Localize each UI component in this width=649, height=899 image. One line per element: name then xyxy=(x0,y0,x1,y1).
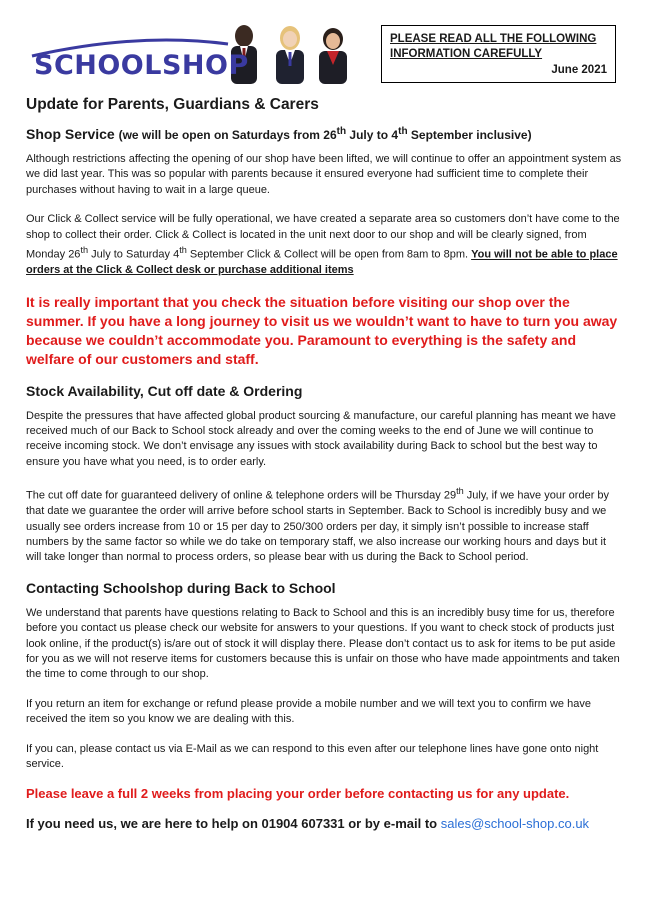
schoolshop-logo xyxy=(28,22,358,84)
summer-warning: It is really important that you check the situation before visiting our shop over the summer. If you have a long journey to visit us we wouldn’t want to have to turn you away because we couldn’t accommodate you. Paramount to everything is the safety and welfare of our customers and staff. xyxy=(26,293,618,367)
shop-service-note: (we will be open on Saturdays from 26th July to 4th September inclusive) xyxy=(118,126,532,142)
logo-text: SCHOOLSHOP xyxy=(34,50,249,81)
stock-paragraph-1: Despite the pressures that have affected global product sourcing & manufacture, our careful planning has meant we have received much of our Back to School stock already and over the coming weeks to the end of June we will continue to receive incoming stock. We don’t envisage any issues with stock availability during Back to school but the best way to ensure you have what you need, is to order early. xyxy=(26,409,616,468)
stock-paragraph-2: The cut off date for guaranteed delivery of online & telephone orders will be Thursday 29th July, if we have your order by that date we guarantee the order will arrive before school starts in September. Back to School is incredibly busy and we usually see orders increase from 10 or 15 per day to 250/300 orders per day, it simply isn’t possible to increase staff numbers by the same factor so while we do take on temporary staff, we also increase our working hours and days but it will take longer than normal to process orders, so please bear with us during the Back to School period. xyxy=(26,486,610,564)
contacting-heading: Contacting Schoolshop during Back to School xyxy=(26,579,336,596)
notice-title: PLEASE READ ALL THE FOLLOWING INFORMATION CAREFULLY xyxy=(390,33,597,60)
shop-service-title: Shop Service xyxy=(26,126,115,142)
document-body xyxy=(26,96,622,831)
update-warning: Please leave a full 2 weeks from placing your order before contacting us for any update. xyxy=(26,786,570,802)
contact-line xyxy=(26,816,622,831)
contacting-paragraph-2: If you return an item for exchange or refund please provide a mobile number and we will text you to confirm we have received the item so you know we are dealing with this. xyxy=(26,697,591,726)
notice-box xyxy=(381,25,616,83)
contact-text: If you need us, we are here to help on 01904 607331 or by e-mail to xyxy=(26,815,441,831)
shop-service-paragraph-2: Our Click & Collect service will be fully operational, we have created a separate area so customers don’t have come to the shop to collect their order. Click & Collect is located in the unit next door to our shop and will be clearly signed, from Monday 26th July to Saturday 4th September Click & Collect will be open from 8am to 8pm. You will not be able to place orders at the Click & Collect desk or purchase additional items xyxy=(26,213,620,277)
page-title: Update for Parents, Guardians & Carers xyxy=(26,96,319,113)
shop-service-heading xyxy=(26,126,622,142)
click-collect-notice: You will not be able to place orders at the Click & Collect desk or purchase additional items xyxy=(26,248,618,277)
notice-date: June 2021 xyxy=(551,64,607,76)
stock-heading: Stock Availability, Cut off date & Ordering xyxy=(26,382,303,399)
contacting-paragraph-3: If you can, please contact us via E-Mail as we can respond to this even after our telephone lines have gone onto night service. xyxy=(26,742,599,771)
contact-email-link[interactable]: sales@school-shop.co.uk xyxy=(440,815,590,831)
contacting-paragraph-1: We understand that parents have questions relating to Back to School and this is an incredibly busy time for us, therefore before you contact us please check our website for answers to your questions. If you want to check stock of products just look online, if the product(s) is/are out of stock it will display there. Please don’t contact us to ask for items to be put aside for you as we will not reserve items for customers because this is unfair on those who have made appointments and taken the time to come through to our shop. xyxy=(26,606,620,681)
shop-service-paragraph-1: Although restrictions affecting the opening of our shop have been lifted, we will continue to offer an appointment system as we did last year. This was so popular with parents because it ensured everyone had sufficient time to complete their purchases without having to wait in a large queue. xyxy=(26,153,622,196)
